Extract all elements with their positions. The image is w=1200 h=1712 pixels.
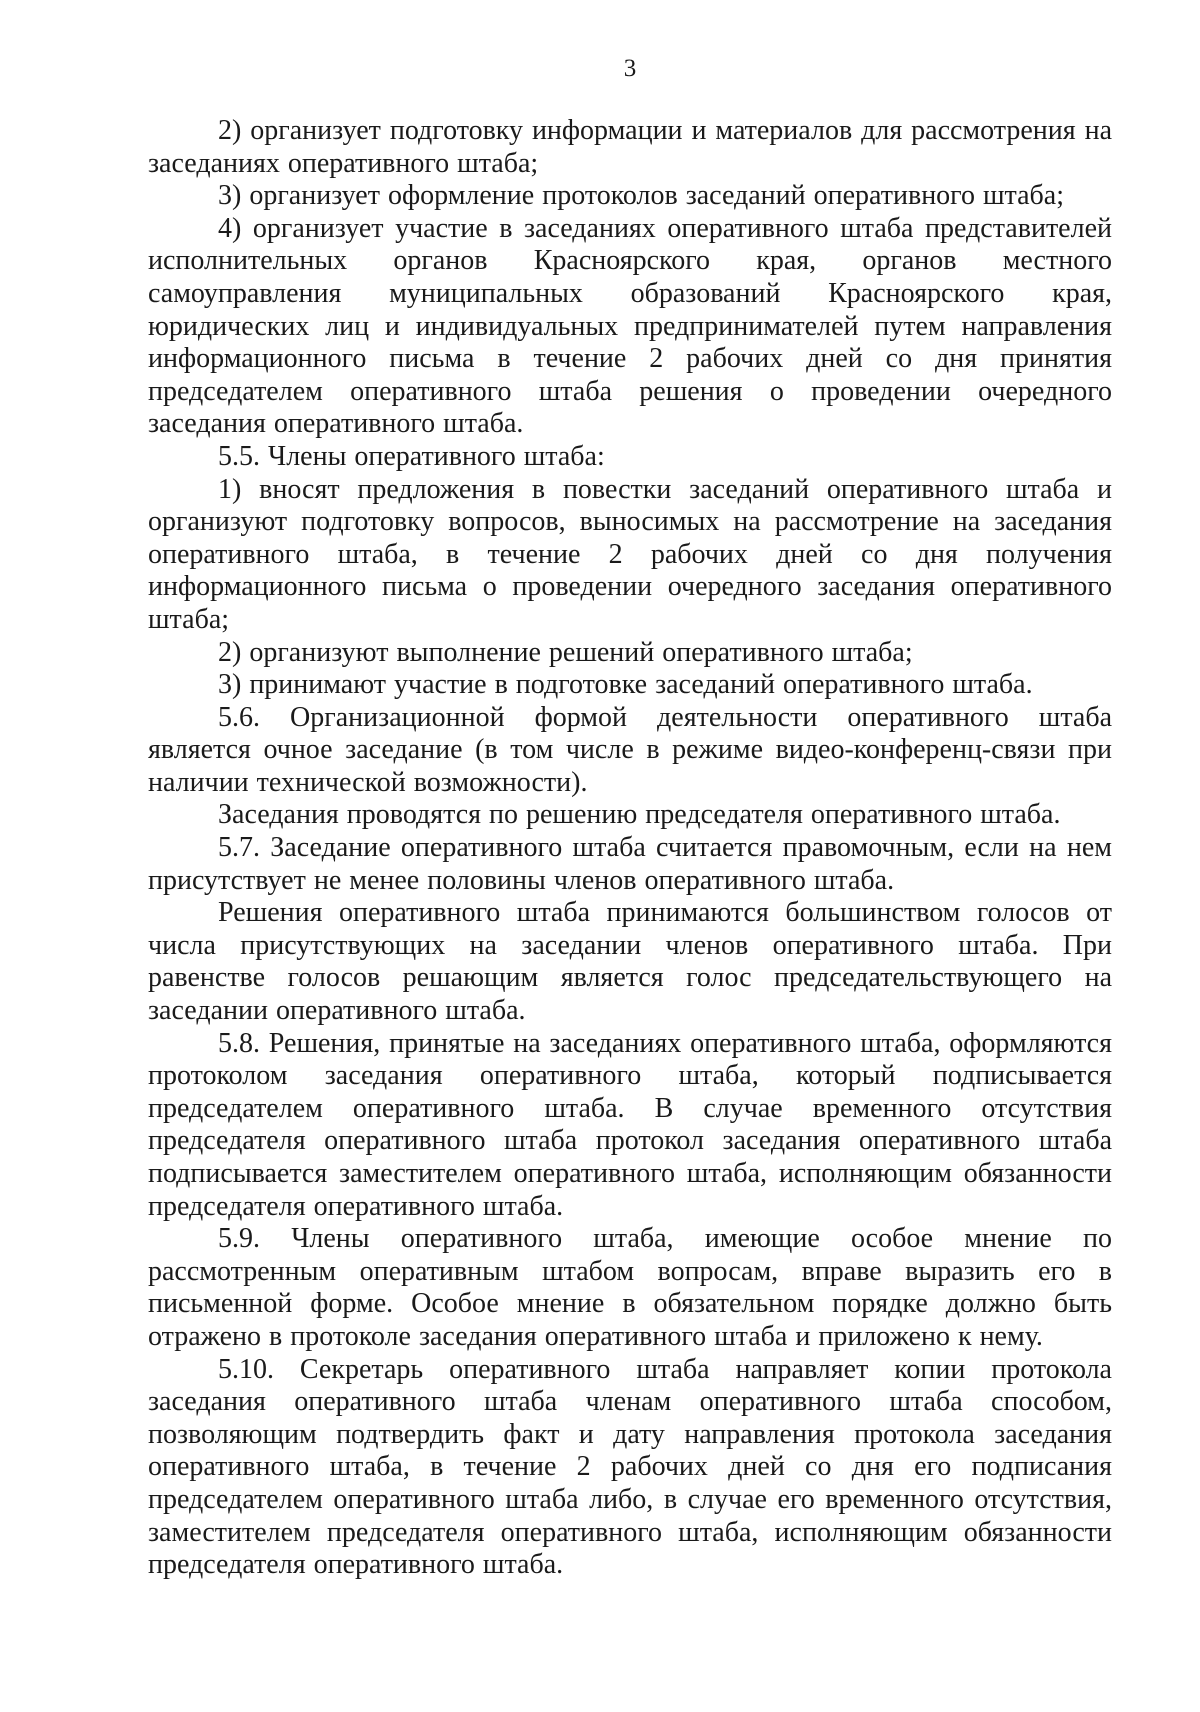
page-number: 3 — [623, 55, 637, 82]
paragraph-section-5-6: 5.6. Организационной формой деятельности оперативного штаба является очное заседание (в том числе в режиме видео-конференц-связи при наличии технической возможности). — [148, 701, 1112, 798]
paragraph-decisions: Решения оперативного штаба принимаются большинством голосов от числа присутствующих на заседании членов оперативного штаба. При равенстве голосов решающим является голос председательствующего на заседании оперативного штаба. — [148, 897, 1112, 1027]
paragraph-item-3: 3) организует оформление протоколов заседаний оперативного штаба; — [218, 180, 1064, 212]
paragraph-section-5-5: 5.5. Члены оперативного штаба: — [218, 440, 605, 472]
document-body — [148, 115, 1112, 1582]
paragraph-members-item-3: 3) принимают участие в подготовке заседаний оперативного штаба. — [218, 669, 1033, 701]
paragraph-members-item-2: 2) организуют выполнение решений оперативного штаба; — [218, 636, 913, 668]
paragraph-section-5-8: 5.8. Решения, принятые на заседаниях оперативного штаба, оформляются протоколом заседания оперативного штаба, который подписывается председателем оперативного штаба. В случае временного отсутствия председателя оперативного штаба протокол заседания оперативного штаба подписывается заместителем оперативного штаба, исполняющим обязанности председателя оперативного штаба. — [148, 1027, 1112, 1222]
paragraph-members-item-1: 1) вносят предложения в повестки заседаний оперативного штаба и организуют подготовку вопросов, выносимых на рассмотрение на заседания оперативного штаба, в течение 2 рабочих дней со дня получения информационного письма о проведении очередного заседания оперативного штаба; — [148, 473, 1112, 635]
paragraph-item-2: 2) организует подготовку информации и материалов для рассмотрения на заседаниях оперативного штаба; — [148, 115, 1112, 179]
paragraph-section-5-7: 5.7. Заседание оперативного штаба считается правомочным, если на нем присутствует не менее половины членов оперативного штаба. — [148, 832, 1112, 896]
paragraph-meetings: Заседания проводятся по решению председателя оперативного штаба. — [218, 799, 1061, 831]
paragraph-item-4: 4) организует участие в заседаниях оперативного штаба представителей исполнительных органов Красноярского края, органов местного самоуправления муниципальных образований Красноярского края, юридических лиц и индивидуальных предпринимателей путем направления информационного письма в течение 2 рабочих дней со дня принятия председателем оперативного штаба решения о проведении очередного заседания оперативного штаба. — [148, 212, 1112, 440]
paragraph-section-5-10: 5.10. Секретарь оперативного штаба направляет копии протокола заседания оперативного штаба членам оперативного штаба способом, позволяющим подтвердить факт и дату направления протокола заседания оперативного штаба, в течение 2 рабочих дней со дня его подписания председателем оперативного штаба либо, в случае его временного отсутствия, заместителем председателя оперативного штаба, исполняющим обязанности председателя оперативного штаба. — [148, 1353, 1112, 1581]
paragraph-section-5-9: 5.9. Члены оперативного штаба, имеющие особое мнение по рассмотренным оперативным штабом вопросам, вправе выразить его в письменной форме. Особое мнение в обязательном порядке должно быть отражено в протоколе заседания оперативного штаба и приложено к нему. — [148, 1223, 1112, 1352]
